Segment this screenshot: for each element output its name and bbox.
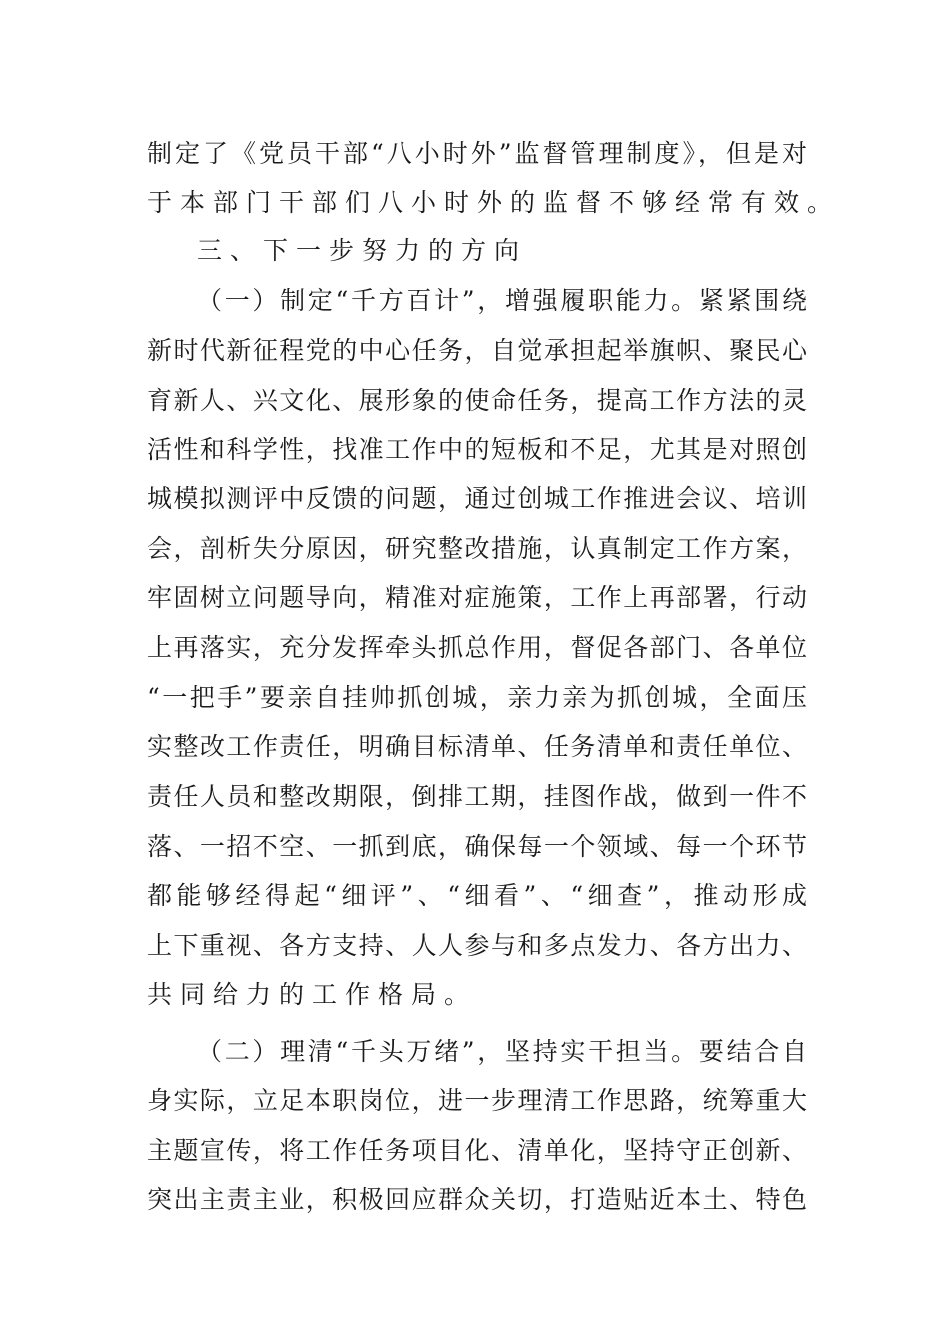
- text-line: 共同给力的工作格局。: [147, 980, 478, 1009]
- text-line: 落、一招不空、一抓到底，确保每一个领域、每一个环节: [147, 832, 807, 861]
- paragraph-first-line: （一）制定“千方百计”，增强履职能力。紧紧围绕: [197, 286, 807, 315]
- text-line: 实整改工作责任，明确目标清单、任务清单和责任单位、: [147, 732, 807, 761]
- text-line: 责任人员和整改期限，倒排工期，挂图作战，做到一件不: [147, 782, 807, 811]
- paragraph-first-line: （二）理清“千头万绪”，坚持实干担当。要结合自: [197, 1037, 807, 1066]
- text-line: 会，剖析失分原因，研究整改措施，认真制定工作方案，: [147, 534, 807, 563]
- text-line: 突出主责主业，积极回应群众关切，打造贴近本土、特色: [147, 1185, 807, 1214]
- text-line: 城模拟测评中反馈的问题，通过创城工作推进会议、培训: [147, 484, 807, 513]
- text-line: 制定了《党员干部“八小时外”监督管理制度》，但是对: [147, 139, 807, 168]
- text-line: “一把手”要亲自挂帅抓创城，亲力亲为抓创城，全面压: [147, 683, 807, 712]
- text-line: 上再落实，充分发挥牵头抓总作用，督促各部门、各单位: [147, 633, 807, 662]
- section-heading: 三、下一步努力的方向: [197, 236, 528, 265]
- text-line: 主题宣传，将工作任务项目化、清单化，坚持守正创新、: [147, 1136, 807, 1165]
- text-line: 身实际，立足本职岗位，进一步理清工作思路，统筹重大: [147, 1086, 807, 1115]
- text-line: 都能够经得起“细评”、“细看”、“细查”，推动形成: [147, 881, 807, 910]
- text-line: 牢固树立问题导向，精准对症施策，工作上再部署，行动: [147, 583, 807, 612]
- text-line: 育新人、兴文化、展形象的使命任务，提高工作方法的灵: [147, 386, 807, 415]
- text-line: 活性和科学性，找准工作中的短板和不足，尤其是对照创: [147, 435, 807, 464]
- text-line: 上下重视、各方支持、人人参与和多点发力、各方出力、: [147, 931, 807, 960]
- text-line: 于本部门干部们八小时外的监督不够经常有效。: [147, 188, 841, 217]
- text-line: 新时代新征程党的中心任务，自觉承担起举旗帜、聚民心: [147, 336, 807, 365]
